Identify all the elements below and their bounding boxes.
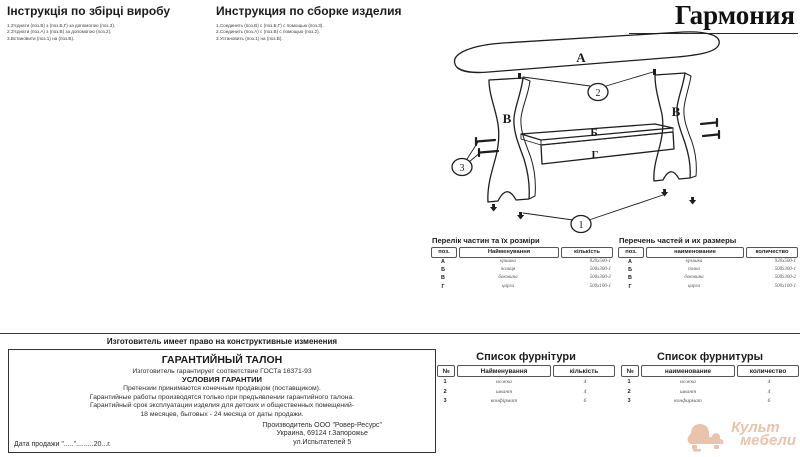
manufacturer-line: Украина, 69124 г.Запорожье [276, 430, 368, 438]
instruction-step: 2.З'єднати (поз.А) з (поз.В) за допомогою (поз.2). [7, 29, 112, 35]
diagram-label-shelf: Б [590, 127, 598, 139]
manufacturer-notice: Изготовитель имеет право на конструктивные изменения [106, 337, 338, 346]
table-row [431, 258, 613, 266]
cell-name: конфірмат [490, 397, 518, 404]
tabletop-edge [456, 66, 489, 72]
brand-logo [683, 413, 796, 455]
callout-line [523, 72, 653, 86]
table-header-row [618, 247, 798, 258]
instruction-step: 1.Соединить (поз.В) с (поз.Б,Г) с помощью (поз.3). [216, 23, 324, 28]
instruction-step: 1.З'єднати (поз.В) з (поз.Б,Г) за допомогою (поз.3). [7, 23, 116, 28]
cell-num: 3 [627, 397, 631, 404]
instruction-step: 2.Соединить (поз.А) с (поз.В) с помощью (поз.2). [216, 29, 320, 35]
column-header: количество [746, 247, 798, 258]
table-row [618, 274, 798, 282]
table-row [437, 386, 615, 395]
cell-qty: 4 [583, 379, 587, 386]
table-header-row [431, 247, 613, 258]
table-row [437, 377, 615, 386]
hardware-table-title: Список фурнітури [476, 351, 576, 363]
cell-poz: В [441, 275, 445, 282]
cell-qty: 4 [767, 388, 771, 395]
cell-num: 2 [627, 388, 631, 395]
warranty-term: Претензии принимаются конечным продавцом (поставщиком). [123, 385, 321, 392]
callout-number-1: 1 [578, 220, 584, 231]
cell-name: полка [688, 267, 700, 273]
column-header: поз. [431, 247, 457, 258]
cell-qty: 500х300-2 [589, 275, 611, 281]
diagram-label-leg-left: В [502, 111, 512, 126]
cell-num: 1 [627, 379, 631, 386]
screw-icon [476, 138, 495, 145]
column-header: поз. [618, 247, 644, 258]
cell-qty: 500х100-1 [774, 283, 796, 289]
cell-poz: А [441, 258, 445, 265]
cell-name: шкант [679, 388, 697, 395]
cell-qty: 500х300-1 [589, 267, 611, 273]
table-row [621, 377, 799, 386]
cell-poz: Б [628, 267, 632, 274]
cell-qty: 920х500-1 [589, 258, 611, 264]
hardware-table-ru [621, 351, 799, 405]
column-header: Найменування [457, 365, 551, 377]
cell-name: царга [687, 283, 700, 289]
table-row [621, 396, 799, 405]
diagram-label-rail: Г [591, 149, 599, 161]
screw-icon [703, 131, 719, 138]
product-title: Гармония [674, 0, 795, 30]
cell-name: полиця [500, 267, 516, 273]
table-row [431, 266, 613, 274]
column-header: № [621, 365, 639, 377]
cell-name: боковина [684, 275, 704, 281]
rail-outline [541, 132, 674, 164]
table-row [431, 274, 613, 282]
brand-logo-line1: Культ [731, 419, 780, 436]
tabletop-outline [455, 32, 720, 73]
diagram-label-leg-right: В [671, 104, 681, 119]
foot-bolt-icon [490, 204, 497, 212]
cell-poz: Г [628, 283, 632, 290]
cell-name: шкант [495, 388, 513, 395]
cell-num: 1 [443, 379, 447, 386]
table-row [437, 396, 615, 405]
foot-bolt-icon [689, 197, 696, 205]
column-header: кількість [553, 365, 615, 377]
brand-logo-line2: мебели [740, 432, 796, 449]
cell-name: ножка [496, 379, 512, 386]
table-header-row [621, 365, 799, 377]
manufacturer-line: ул.Испытателей 5 [293, 439, 352, 447]
section-divider [0, 333, 800, 334]
cell-qty: 920х500-1 [774, 258, 796, 264]
table-header-row [437, 365, 615, 377]
cell-name: боковина [498, 275, 518, 281]
cell-num: 3 [443, 397, 447, 404]
diagram-label-top: А [576, 50, 586, 65]
cell-name: конфирмат [674, 397, 702, 404]
warranty-gost-line: Изготовитель гарантирует соответствие ГОСТа 16371-93 [132, 368, 312, 375]
cell-name: крышка [685, 258, 703, 264]
warranty-term: Гарантийные работы производятся только при предъявлении гарантийного талона. [89, 393, 355, 401]
cell-qty: 4 [583, 388, 587, 395]
callout-number-3: 3 [459, 163, 465, 174]
column-header: кількість [561, 247, 613, 258]
instructions-heading-ua: Інструкція по збірці виробу [7, 4, 171, 18]
screw-icon [479, 149, 498, 156]
assembly-instructions-ua [7, 4, 212, 42]
cell-poz: В [628, 275, 632, 282]
cell-name: ножка [680, 379, 696, 386]
manufacturer-line: Производитель ООО "Ровер-Ресурс" [262, 421, 382, 429]
instruction-step: 3.Встановити (поз.1) на (поз.В). [7, 35, 75, 41]
leg-right-outline [654, 73, 690, 181]
hardware-table-title: Список фурнитуры [656, 351, 764, 363]
parts-table-title: Перечень частей и их размеры [619, 236, 737, 245]
column-header: № [437, 365, 455, 377]
sale-date-line: Дата продажи ".....".........20...г. [14, 441, 111, 448]
table-row [431, 283, 613, 291]
cell-qty: 500х300-2 [774, 275, 796, 281]
parts-table-title: Перелік частин та їх розміри [432, 236, 540, 245]
warranty-card [8, 349, 436, 453]
column-header: наименование [646, 247, 744, 258]
manufacturer-address [262, 422, 382, 448]
parts-table-ru [618, 236, 798, 291]
cell-qty: 500х100-1 [589, 283, 611, 289]
table-row [618, 258, 798, 266]
table-row [618, 266, 798, 274]
cell-qty: 6 [583, 397, 587, 404]
callout-line [523, 194, 666, 220]
cell-name: царга [501, 283, 514, 289]
cell-poz: Г [441, 283, 445, 290]
armchair-icon [683, 413, 729, 455]
cell-qty: 500х300-1 [774, 267, 796, 273]
column-header: наименование [641, 365, 735, 377]
callout-number-2: 2 [595, 88, 601, 99]
dowel-pin-left [518, 73, 521, 79]
cell-poz: Б [441, 267, 445, 274]
instruction-step: 3.Установить (поз.1) на (поз.В). [216, 35, 283, 41]
instructions-heading-ru: Инструкция по сборке изделия [216, 4, 402, 18]
cell-poz: А [628, 258, 632, 265]
warranty-term: Гарантийный срок эксплуатации изделия для детских и общественных помещений- [89, 402, 355, 410]
cell-qty: 4 [767, 379, 771, 386]
warranty-subtitle: УСЛОВИЯ ГАРАНТИИ [182, 375, 262, 384]
column-header: количество [737, 365, 799, 377]
cell-qty: 6 [767, 397, 771, 404]
warranty-title: ГАРАНТИЙНЫЙ ТАЛОН [161, 354, 283, 366]
table-row [621, 386, 799, 395]
assembly-diagram [383, 28, 723, 236]
parts-table-ua [431, 236, 613, 291]
column-header: Найменування [459, 247, 559, 258]
cell-name: кришка [500, 258, 516, 264]
brand-logo-text [731, 421, 796, 447]
table-row [618, 283, 798, 291]
cell-num: 2 [443, 388, 447, 395]
screw-icon [701, 119, 717, 126]
warranty-term: 18 месяцев, бытовых - 24 месяца от даты продажи. [140, 410, 304, 418]
hardware-table-ua [437, 351, 615, 405]
